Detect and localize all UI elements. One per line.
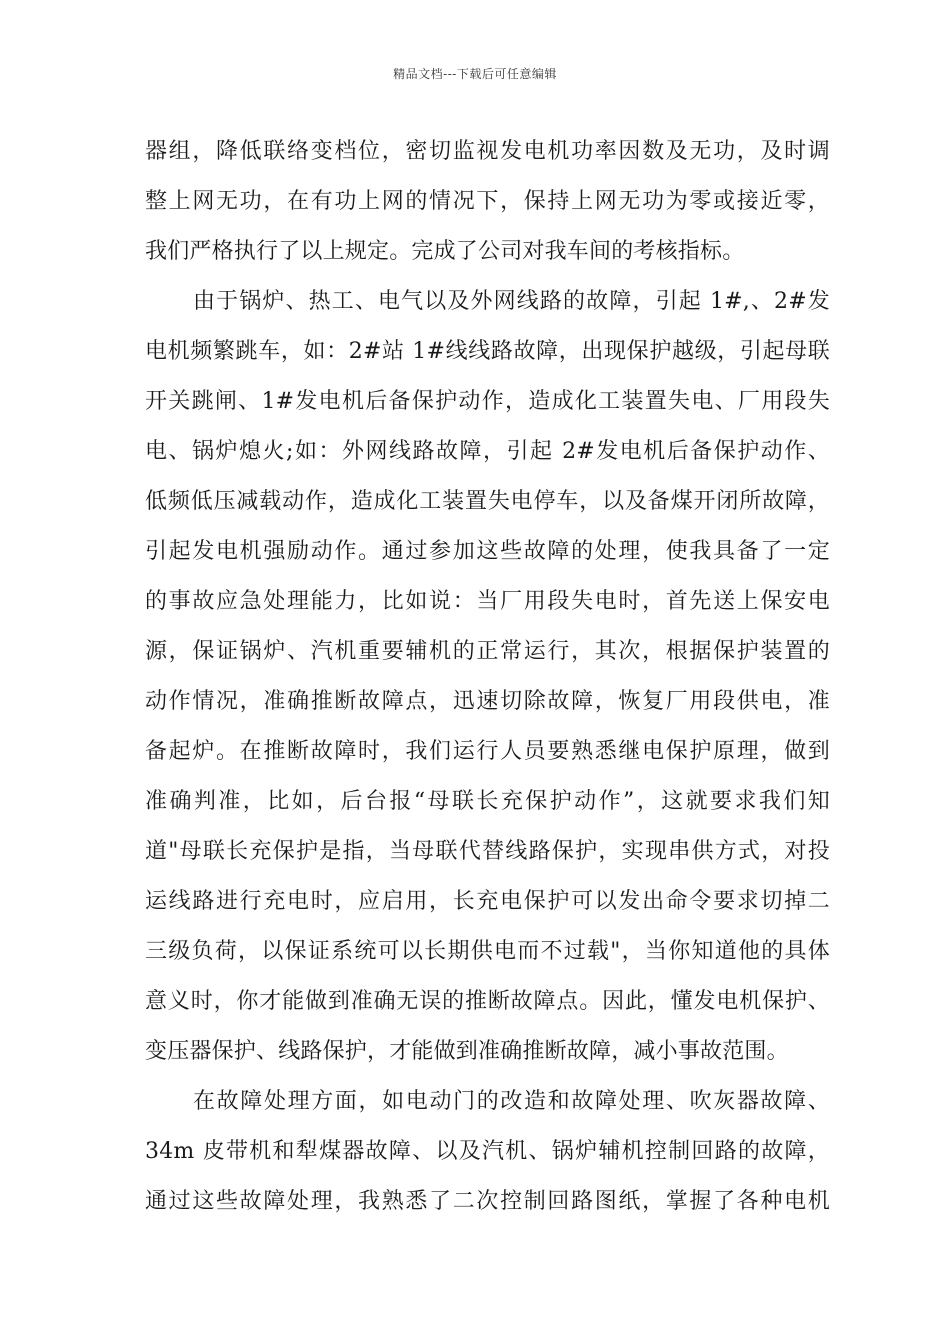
text-line: 整上网无功，在有功上网的情况下，保持上网无功为零或接近零， — [145, 189, 830, 214]
text-line: 道"母联长充保护是指，当母联代替线路保护，实现串供方式，对投 — [145, 839, 830, 864]
text-line: 的事故应急处理能力，比如说：当厂用段失电时，首先送上保安电 — [145, 589, 830, 614]
text-line: 意义时，你才能做到准确无误的推断故障点。因此，懂发电机保护、 — [145, 989, 830, 1014]
text-line: 器组，降低联络变档位，密切监视发电机功率因数及无功，及时调 — [145, 139, 830, 164]
text-line: 变压器保护、线路保护，才能做到准确推断故障，减小事故范围。 — [145, 1039, 789, 1064]
paragraph-1 — [145, 127, 830, 277]
text-line: 我们严格执行了以上规定。完成了公司对我车间的考核指标。 — [145, 239, 745, 264]
text-line: 准确判准，比如，后台报“母联长充保护动作”，这就要求我们知 — [145, 789, 830, 814]
text-line: 动作情况，准确推断故障点，迅速切除故障，恢复厂用段供电，准 — [145, 689, 830, 714]
text-line: 三级负荷，以保证系统可以长期供电而不过载"，当你知道他的具体 — [145, 939, 830, 964]
text-line: 备起炉。在推断故障时，我们运行人员要熟悉继电保护原理，做到 — [145, 739, 830, 764]
text-line: 通过这些故障处理，我熟悉了二次控制回路图纸，掌握了各种电机 — [145, 1189, 830, 1214]
paragraph-2 — [145, 277, 830, 1077]
text-line: 源，保证锅炉、汽机重要辅机的正常运行，其次，根据保护装置的 — [145, 639, 830, 664]
text-line: 电机频繁跳车，如：2#站 1#线线路故障，出现保护越级，引起母联 — [145, 339, 830, 364]
paragraph-3 — [145, 1077, 830, 1227]
text-line: 引起发电机强励动作。通过参加这些故障的处理，使我具备了一定 — [145, 539, 830, 564]
page-header: 精品文档---下载后可任意编辑 — [393, 67, 557, 81]
text-line: 34m 皮带机和犁煤器故障、以及汽机、锅炉辅机控制回路的故障， — [145, 1139, 830, 1164]
text-line: 电、锅炉熄火;如：外网线路故障，引起 2#发电机后备保护动作、 — [145, 439, 830, 464]
text-line: 运线路进行充电时，应启用，长充电保护可以发出命令要求切掉二 — [145, 889, 830, 914]
document-body — [145, 127, 830, 1227]
text-line: 低频低压减载动作，造成化工装置失电停车，以及备煤开闭所故障， — [145, 489, 830, 514]
text-line: 开关跳闸、1#发电机后备保护动作，造成化工装置失电、厂用段失 — [145, 389, 830, 414]
text-line: 在故障处理方面，如电动门的改造和故障处理、吹灰器故障、 — [193, 1089, 830, 1114]
text-line: 由于锅炉、热工、电气以及外网线路的故障，引起 1#,、2#发 — [193, 289, 830, 314]
